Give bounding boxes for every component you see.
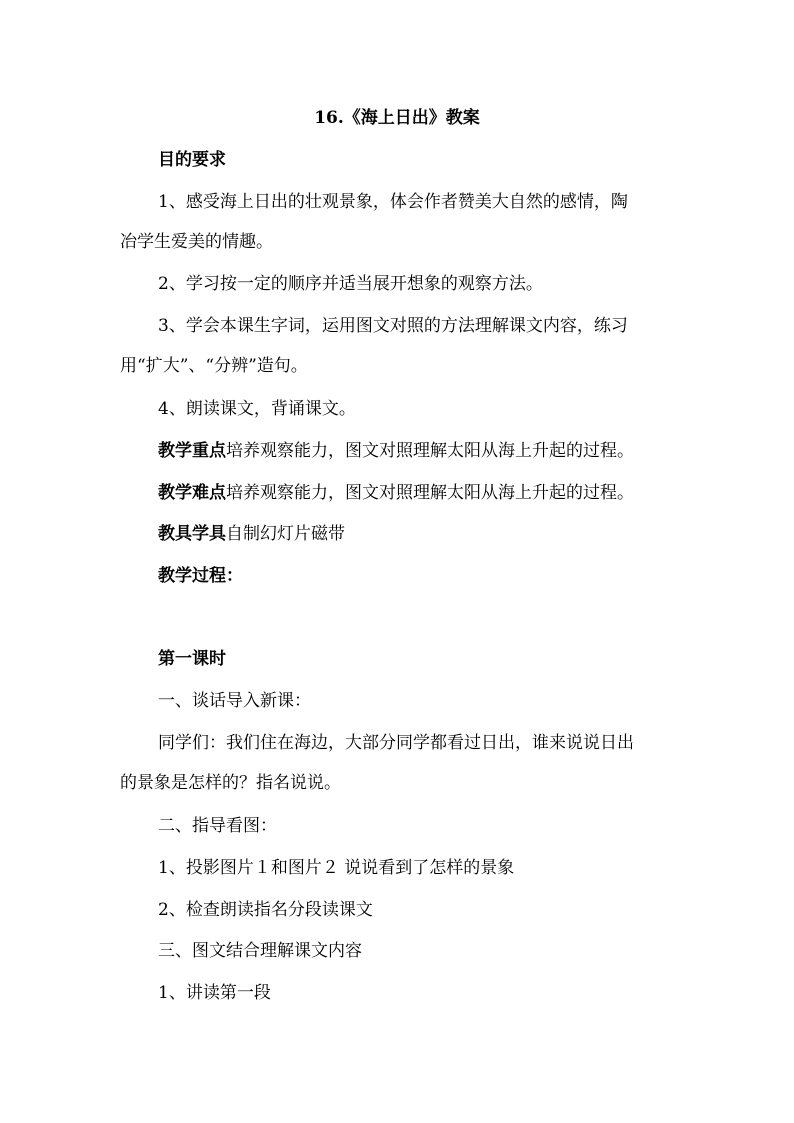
step-1-text-line-1: 同学们：我们住在海边，大部分同学都看过日出，谁来说说日出 (158, 733, 634, 753)
step-2-heading: 二、指导看图： (158, 816, 277, 836)
difficulty-text: 培养观察能力，图文对照理解太阳从海上升起的过程。 (226, 483, 634, 503)
step-3-item-1: 1、讲读第一段 (158, 983, 271, 1003)
document-title: 16.《海上日出》教案 (314, 108, 480, 128)
difficulty-label: 教学难点 (158, 483, 226, 503)
step-1-heading: 一、谈话导入新课： (158, 691, 311, 711)
key-point-paragraph (158, 439, 634, 463)
goals-heading: 目的要求 (158, 150, 226, 170)
goal-1-line-2: 冶学生爱美的情趣。 (120, 232, 273, 252)
difficulty-paragraph (158, 481, 634, 505)
goal-3-line-1: 3、学会本课生字词，运用图文对照的方法理解课文内容，练习 (158, 316, 628, 336)
step-1-text-line-2: 的景象是怎样的？指名说说。 (120, 773, 341, 793)
tools-paragraph (158, 522, 345, 546)
goal-4: 4、朗读课文，背诵课文。 (158, 399, 356, 419)
tools-label: 教具学具 (158, 524, 226, 544)
lesson-1-heading: 第一课时 (158, 649, 226, 669)
goal-2: 2、学习按一定的顺序并适当展开想象的观察方法。 (158, 274, 543, 294)
step-2-item-1: 1、投影图片１和图片２ 说说看到了怎样的景象 (158, 858, 515, 878)
step-3-heading: 三、图文结合理解课文内容 (158, 941, 362, 961)
tools-text: 自制幻灯片磁带 (226, 524, 345, 544)
process-heading: 教学过程： (158, 566, 243, 586)
key-point-text: 培养观察能力，图文对照理解太阳从海上升起的过程。 (226, 441, 634, 461)
key-point-label: 教学重点 (158, 441, 226, 461)
goal-1-line-1: 1、感受海上日出的壮观景象，体会作者赞美大自然的感情，陶 (158, 192, 628, 212)
step-2-item-2: 2、检查朗读指名分段读课文 (158, 900, 373, 920)
goal-3-line-2: 用“扩大”、“分辨”造句。 (120, 356, 308, 376)
